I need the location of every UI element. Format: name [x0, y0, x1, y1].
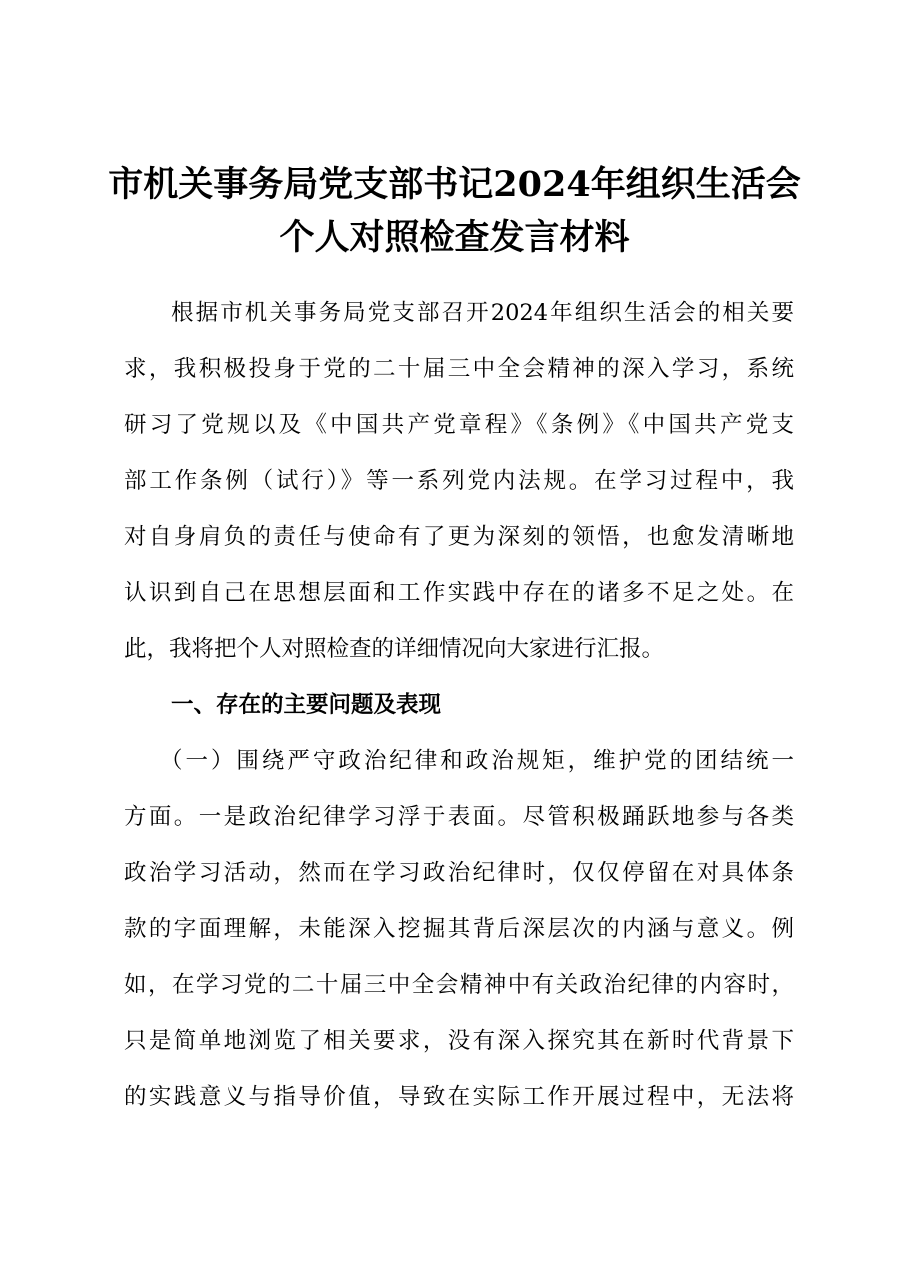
section-line: 只是简单地浏览了相关要求，没有深入探究其在新时代背景下 [124, 1028, 794, 1054]
intro-line: 根据市机关事务局党支部召开2024年组织生活会的相关要 [171, 300, 794, 326]
section-heading: 一、存在的主要问题及表现 [171, 692, 442, 718]
section-line: 政治学习活动，然而在学习政治纪律时，仅仅停留在对具体条 [124, 860, 794, 886]
intro-line: 此，我将把个人对照检查的详细情况向大家进行汇报。 [124, 636, 665, 662]
section-line: 款的字面理解，未能深入挖掘其背后深层次的内涵与意义。例 [124, 916, 794, 942]
section-line: （一）围绕严守政治纪律和政治规矩，维护党的团结统一 [160, 748, 794, 774]
section-line: 的实践意义与指导价值，导致在实际工作开展过程中，无法将 [124, 1084, 794, 1110]
intro-line: 对自身肩负的责任与使命有了更为深刻的领悟，也愈发清晰地 [124, 524, 794, 550]
intro-line: 部工作条例（试行）》等一系列党内法规。在学习过程中，我 [124, 468, 794, 494]
document-title-line-2: 个人对照检查发言材料 [279, 217, 630, 258]
section-line: 方面。一是政治纪律学习浮于表面。尽管积极踊跃地参与各类 [124, 804, 794, 830]
section-line: 如，在学习党的二十届三中全会精神中有关政治纪律的内容时， [124, 972, 794, 998]
intro-line: 求，我积极投身于党的二十届三中全会精神的深入学习，系统 [124, 356, 794, 382]
document-title-line-1: 市机关事务局党支部书记2024年组织生活会 [108, 164, 801, 205]
intro-line: 认识到自己在思想层面和工作实践中存在的诸多不足之处。在 [124, 580, 794, 606]
intro-line: 研习了党规以及《中国共产党章程》《条例》《中国共产党支 [124, 412, 794, 438]
